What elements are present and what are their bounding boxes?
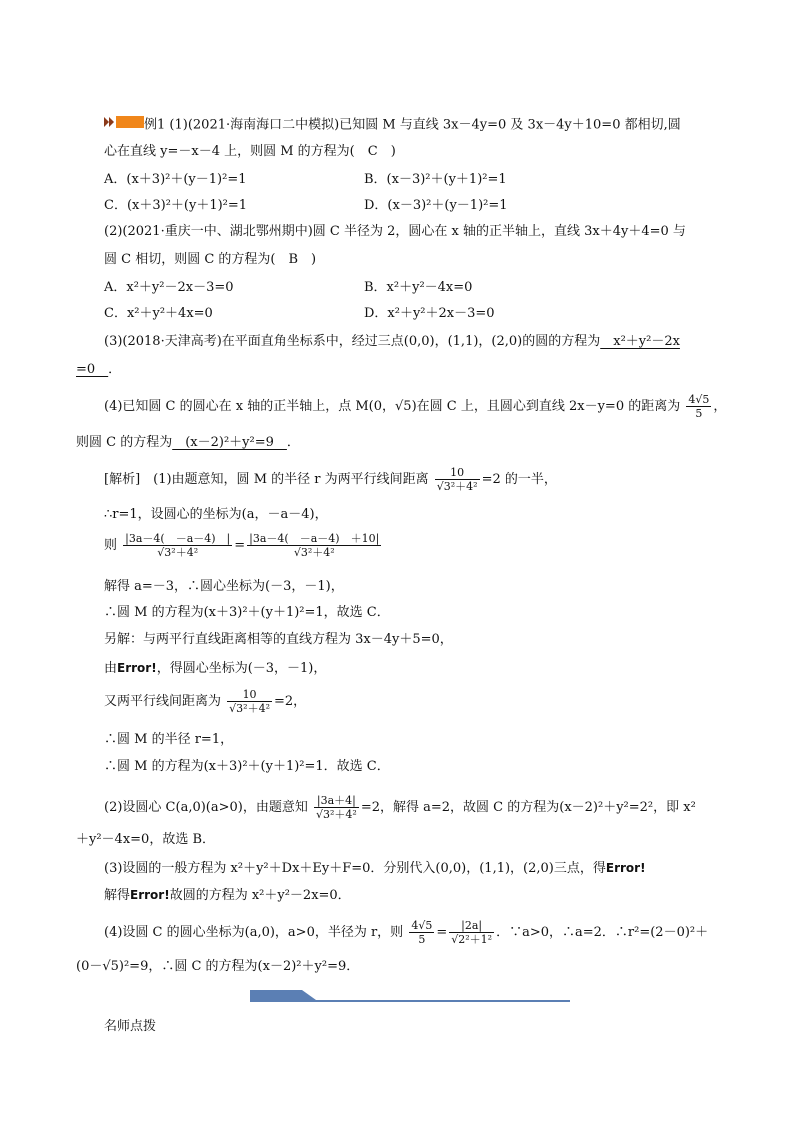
solution-line-11 — [104, 794, 696, 821]
error-marker: Error! — [605, 861, 646, 875]
solution-line-14 — [104, 886, 351, 905]
problem-3-answer-b: =0 — [76, 362, 109, 377]
option-1a: A．(x＋3)²＋(y－1)²=1 — [104, 172, 247, 187]
solution-line-1 — [104, 466, 557, 493]
solution-line-2: ∴r=1，设圆心的坐标为(a，－a－4)， — [104, 507, 328, 522]
problem-2-line-1: (2)(2021·重庆一中、湖北鄂州期中)圆 C 半径为 2，圆心在 x 轴的正半轴上，直线 3x＋4y＋4=0 与 — [104, 224, 686, 239]
problem-1-text: (1)(2021·海南海口二中模拟)已知圆 M 与直线 3x－4y=0 及 3x－4y＋10=0 都相切,圆 — [169, 117, 681, 133]
solution-text: (4)设圆 C 的圆心坐标为(a,0)，a>0，半径为 r，则 — [104, 925, 404, 940]
solution-text: (2)设圆心 C(a,0)(a>0)，由题意知 — [104, 800, 308, 815]
solution-fraction-right — [449, 919, 494, 946]
fraction-numerator: |2a| — [461, 919, 483, 932]
error-marker: Error! — [130, 888, 170, 902]
solution-line-13 — [104, 859, 646, 878]
solution-line-16: (0－√5)²=9，∴圆 C 的方程为(x－2)²＋y²=9． — [76, 959, 360, 974]
problem-3-text: (3)(2018·天津高考)在平面直角坐标系中，经过三点(0,0)，(1,1)，(2,0)的圆的方程为 — [104, 334, 601, 349]
problem-4-text: (4)已知圆 C 的圆心在 x 轴的正半轴上，点 M(0，√5)在圆 C 上，且圆心到直线 2x－y=0 的距离为 — [104, 399, 681, 414]
problem-4-comma: ， — [713, 399, 727, 414]
option-1d: D．(x－3)²＋(y－1)²=1 — [364, 198, 508, 213]
option-1c: C．(x＋3)²＋(y＋1)²=1 — [104, 198, 248, 213]
solution-text: 又两平行线间距离为 — [104, 694, 222, 709]
solution-line-3 — [104, 532, 383, 559]
fraction-denominator: √3²＋4² — [316, 808, 357, 821]
problem-3-line-2 — [76, 361, 121, 379]
fraction-denominator: √3²＋4² — [123, 545, 232, 559]
solution-fraction — [435, 466, 480, 493]
solution-text: ，得圆心坐标为(－3，－1)， — [156, 661, 327, 676]
problem-4-fraction — [686, 393, 711, 420]
section-divider — [250, 990, 570, 1004]
fraction-denominator: 5 — [686, 406, 711, 420]
fraction-numerator: 10 — [450, 466, 465, 479]
solution-line-8 — [104, 688, 306, 715]
solution-text: (3)设圆的一般方程为 x²＋y²＋Dx＋Ey＋F=0．分别代入(0,0)，(1,1)，(2,0)三点，得 — [104, 861, 606, 876]
fraction-denominator: √3²＋4² — [247, 545, 381, 559]
fraction-denominator: √3²＋4² — [436, 480, 478, 493]
solution-fraction — [227, 688, 272, 715]
example-line-1 — [104, 115, 681, 135]
fraction-numerator: |3a－4( －a－4) | — [125, 532, 231, 545]
solution-line-10: ∴圆 M 的方程为(x＋3)²＋(y＋1)²=1．故选 C． — [104, 759, 390, 774]
fraction-numerator: 10 — [242, 688, 257, 701]
solution-text: 由 — [104, 661, 118, 676]
problem-3-answer-a: x²＋y²－2x — [600, 334, 680, 349]
solution-text: [解析] (1)由题意知，圆 M 的半径 r 为两平行线间距离 — [104, 472, 429, 487]
solution-line-4: 解得 a=－3，∴圆心坐标为(－3，－1)， — [104, 579, 344, 594]
solution-text: =2，解得 a=2，故圆 C 的方程为(x－2)²＋y²=2²，即 x² — [360, 800, 696, 815]
solution-fraction — [314, 794, 359, 821]
fraction-numerator: 4√5 — [411, 919, 433, 932]
solution-text: 解得 — [104, 888, 131, 903]
solution-text: ．∵a>0，∴a=2．∴r²=(2－0)²＋ — [496, 925, 709, 940]
equals-sign: = — [436, 925, 448, 940]
problem-4-line-2 — [76, 434, 300, 452]
fraction-numerator: |3a－4( －a－4) ＋10| — [249, 532, 380, 545]
solution-line-9: ∴圆 M 的半径 r=1， — [104, 732, 234, 747]
solution-text: 故圆的方程为 x²＋y²－2x=0． — [169, 888, 351, 903]
option-2b: B．x²＋y²－4x=0 — [364, 280, 473, 295]
option-2d: D．x²＋y²＋2x－3=0 — [364, 306, 495, 321]
fraction-denominator: √2²＋1² — [451, 933, 493, 946]
example-label: 例1 — [144, 117, 166, 133]
problem-4-answer: (x－2)²＋y²=9 — [172, 435, 287, 450]
solution-line-15 — [104, 919, 708, 946]
solution-line-7 — [104, 659, 326, 678]
problem-1-line-2: 心在直线 y=－x－4 上，则圆 M 的方程为( C ) — [104, 144, 396, 159]
option-2c: C．x²＋y²＋4x=0 — [104, 306, 213, 321]
option-2a: A．x²＋y²－2x－3=0 — [104, 280, 234, 295]
solution-line-6: 另解：与两平行直线距离相等的直线方程为 3x－4y＋5=0， — [104, 632, 453, 647]
problem-4-text-2: 则圆 C 的方程为 — [76, 435, 173, 450]
section-title-tips: 名师点拨 — [104, 1019, 157, 1034]
problem-2-line-2: 圆 C 相切，则圆 C 的方程为( B ) — [104, 252, 317, 267]
solution-line-5: ∴圆 M 的方程为(x＋3)²＋(y＋1)²=1，故选 C． — [104, 605, 390, 620]
problem-4-line-1 — [104, 393, 726, 420]
solution-line-12: ＋y²－4x=0，故选 B． — [76, 832, 216, 847]
solution-text: =2 的一半， — [481, 472, 557, 487]
fraction-denominator: √3²＋4² — [229, 702, 270, 715]
fraction-denominator: 5 — [409, 932, 434, 946]
error-marker: Error! — [117, 661, 157, 675]
option-1b: B．(x－3)²＋(y＋1)²=1 — [364, 172, 507, 187]
problem-3-line-1 — [104, 333, 680, 351]
solution-text: 则 — [104, 538, 118, 553]
fraction-numerator: |3a＋4| — [316, 794, 356, 807]
solution-text: =2， — [273, 694, 307, 709]
fraction-numerator: 4√5 — [688, 393, 710, 406]
problem-3-end: ． — [108, 362, 122, 377]
solution-fraction-left — [409, 919, 434, 946]
solution-fraction-left — [123, 532, 232, 559]
example-badge-icon — [104, 115, 144, 135]
equals-sign: = — [234, 538, 246, 553]
problem-4-end: ． — [286, 435, 300, 450]
solution-fraction-right — [247, 532, 381, 559]
